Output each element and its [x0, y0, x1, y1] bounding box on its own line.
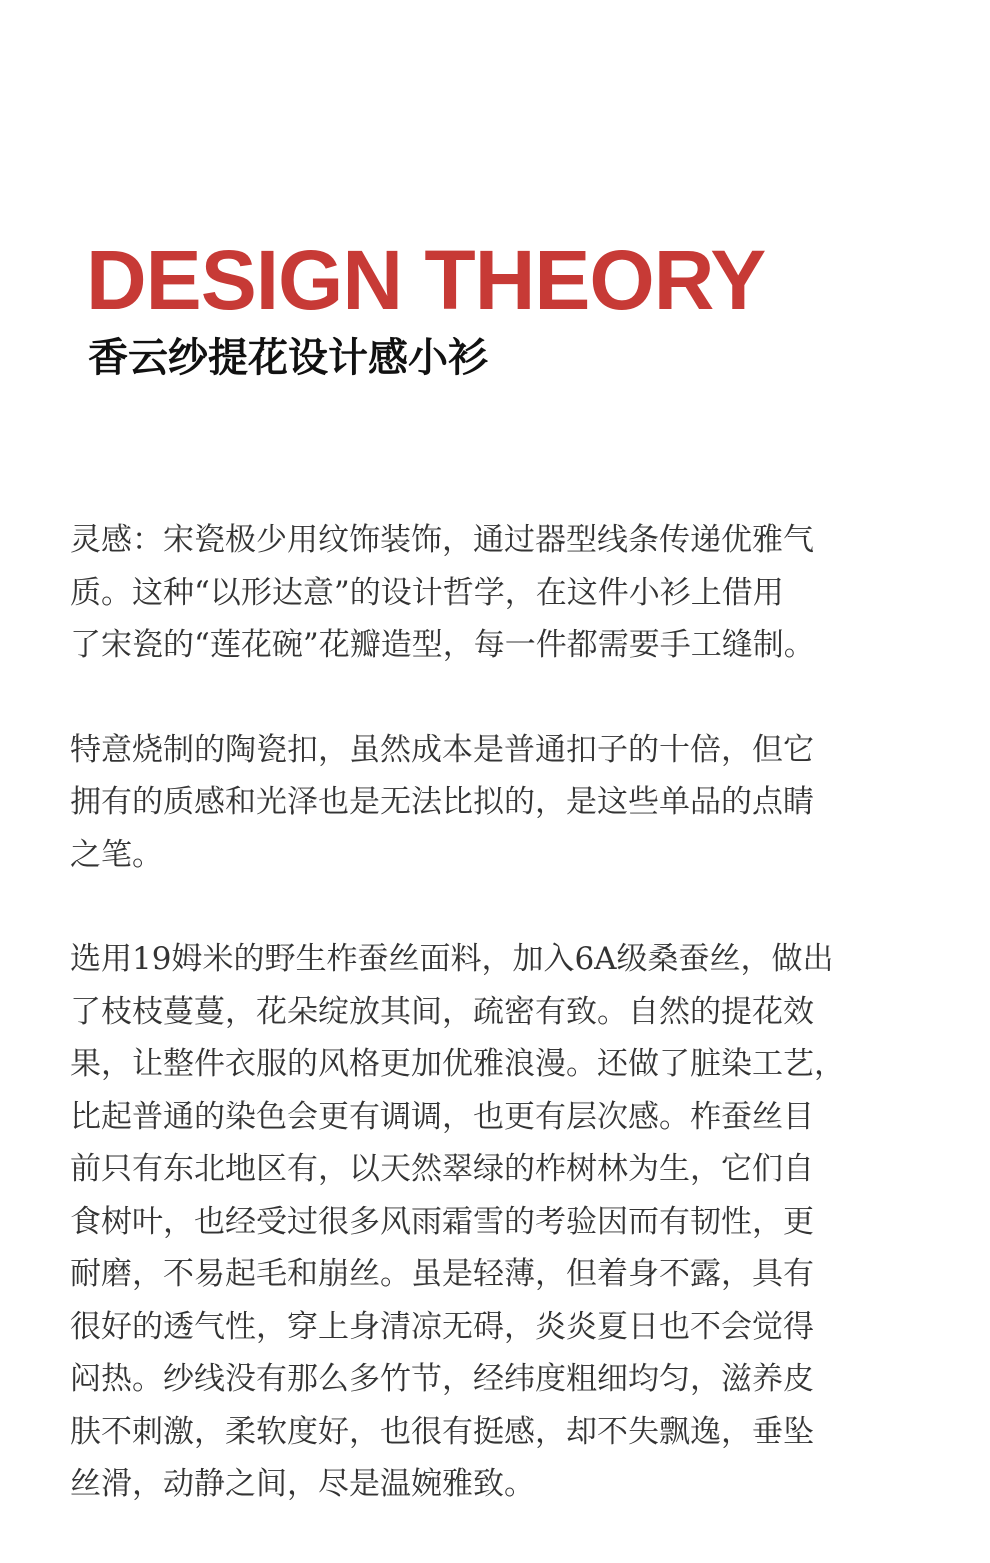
inspiration-paragraph: [70, 514, 910, 672]
fabric-paragraph: [70, 933, 910, 1511]
text-line: 很好的透气性，穿上身清凉无碍，炎炎夏日也不会觉得: [70, 1308, 814, 1345]
text-line: 闷热。纱线没有那么多竹节，经纬度粗细均匀，滋养皮: [70, 1361, 814, 1397]
text-line: 丝滑，动静之间，尽是温婉雅致。: [70, 1466, 535, 1502]
text-line: 前只有东北地区有，以天然翠绿的柞树林为生，它们自: [70, 1151, 814, 1187]
text-line: 耐磨，不易起毛和崩丝。虽是轻薄，但着身不露，具有: [70, 1256, 814, 1292]
product-title: 香云纱提花设计感小衫: [88, 335, 488, 381]
text-line: 特意烧制的陶瓷扣，虽然成本是普通扣子的十倍，但它: [70, 731, 814, 768]
text-line: 拥有的质感和光泽也是无法比拟的，是这些单品的点睛: [70, 784, 814, 820]
text-line: 果，让整件衣服的风格更加优雅浪漫。还做了脏染工艺，: [70, 1046, 845, 1082]
text-line: 了宋瓷的“莲花碗”花瓣造型，每一件都需要手工缝制。: [70, 627, 815, 663]
ceramic-button-paragraph: [70, 724, 910, 882]
design-theory-heading: DESIGN THEORY: [86, 233, 766, 327]
text-line: 选用19姆米的野生柞蚕丝面料，加入6A级桑蚕丝，做出: [70, 941, 834, 977]
text-line: 食树叶，也经受过很多风雨霜雪的考验因而有韧性，更: [70, 1203, 814, 1240]
text-line: 质。这种“以形达意”的设计哲学，在这件小衫上借用: [70, 574, 784, 611]
text-line: 肤不刺激，柔软度好，也很有挺感，却不失飘逸，垂坠: [70, 1413, 814, 1450]
text-line: 之笔。: [70, 836, 163, 873]
text-line: 灵感：宋瓷极少用纹饰装饰，通过器型线条传递优雅气: [70, 522, 814, 558]
text-line: 了枝枝蔓蔓，花朵绽放其间，疏密有致。自然的提花效: [70, 993, 814, 1030]
description-body: [70, 514, 910, 1563]
text-line: 比起普通的染色会更有调调，也更有层次感。柞蚕丝目: [70, 1098, 814, 1135]
